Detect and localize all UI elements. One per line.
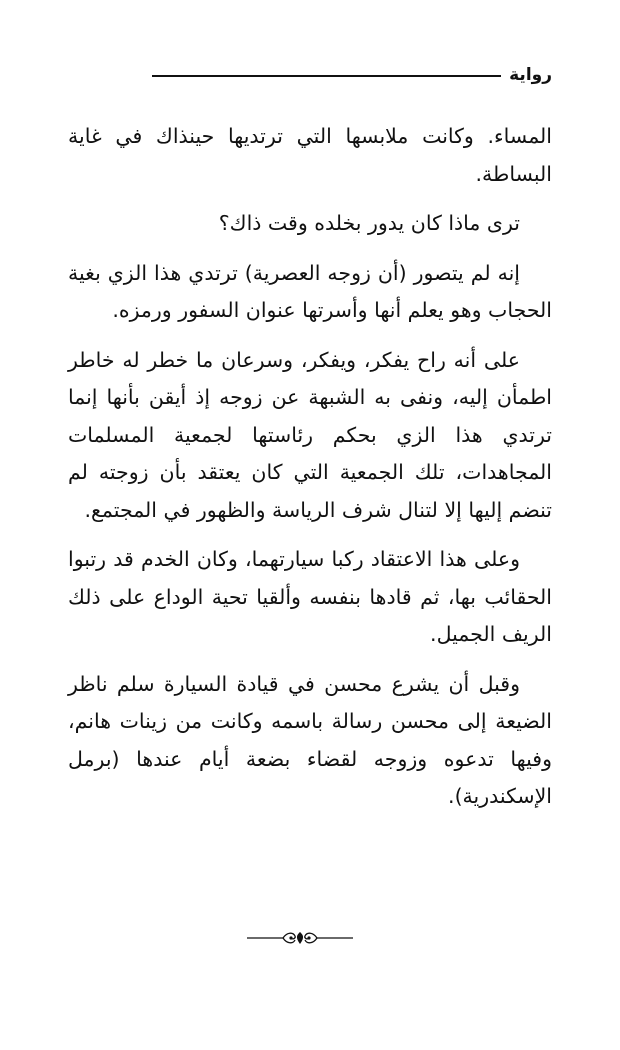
paragraph-5: وعلى هذا الاعتقاد ركبا سيارتهما، وكان الخدم قد رتبوا الحقائب بها، ثم قادها بنفسه وألقيا تحية الوداع على ذلك الريف الجميل. bbox=[68, 547, 552, 646]
running-header bbox=[152, 60, 552, 90]
paragraph-6: وقبل أن يشرع محسن في قيادة السيارة سلم ناظر الضيعة إلى محسن رسالة باسمه وكانت من زينات هانم، وفيها تدعوه وزوجه لقضاء بضعة أيام عندها (برمل الإسكندرية). bbox=[68, 671, 552, 808]
header-rule bbox=[152, 75, 501, 77]
paragraph-1: المساء. وكانت ملابسها التي ترتديها حينذاك في غاية البساطة. bbox=[68, 124, 552, 186]
paragraph-2: ترى ماذا كان يدور بخلده وقت ذاك؟ bbox=[218, 211, 520, 235]
paragraph-3: إنه لم يتصور (أن زوجه العصرية) ترتدي هذا الزي بغية الحجاب وهو يعلم أنها وأسرتها عنوان السفور ورمزه. bbox=[68, 260, 552, 322]
paragraph-4: على أنه راح يفكر، ويفكر، وسرعان ما خطر له خاطر اطمأن إليه، ونفى به الشبهة عن زوجه إذ أيقن بأنها إنما ترتدي هذا الزي بحكم رئاستها لجمعية المسلمات المجاهدات، تلك الجمعية التي كان يعتقد بأن زوجته لم تنضم إليها إلا لتنال شرف الرياسة والظهور في المجتمع. bbox=[68, 347, 552, 522]
scroll-divider-ornament-icon bbox=[245, 926, 355, 950]
page-body bbox=[68, 118, 552, 828]
header-title: رواية bbox=[509, 65, 552, 85]
